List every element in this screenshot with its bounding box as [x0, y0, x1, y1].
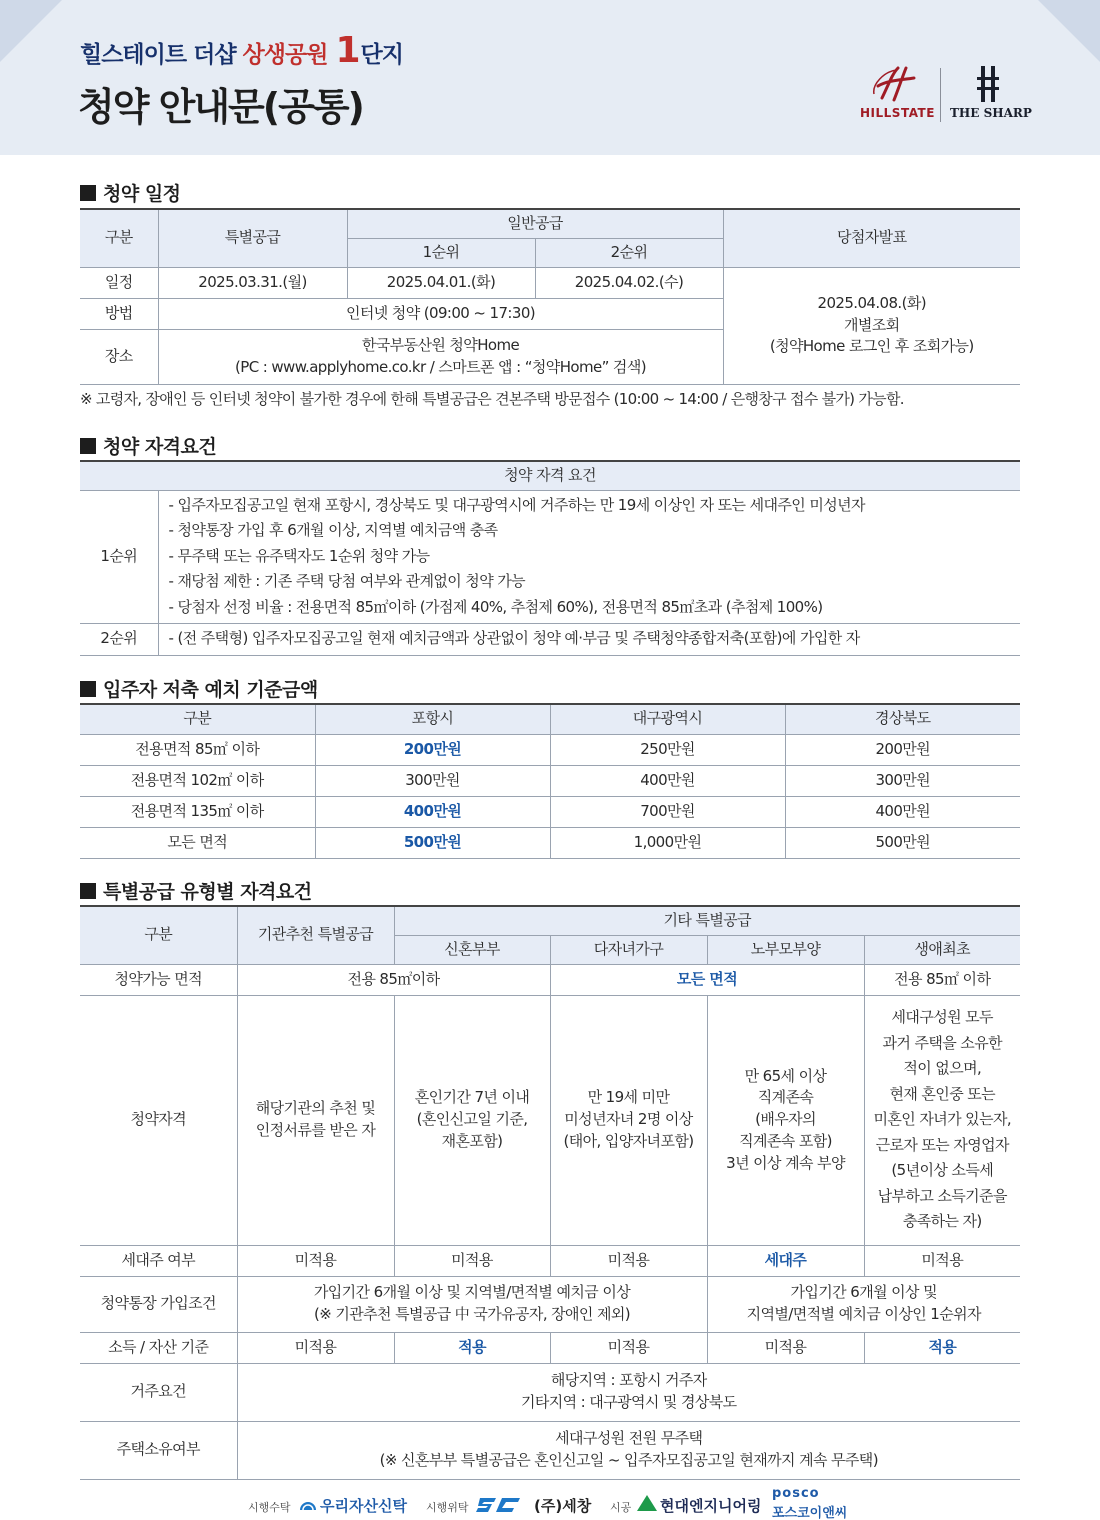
special-supply-table: 구분 기관추천 특별공급 기타 특별공급 신혼부부 다자녀가구 노부모부양 생애최초 청약가능 면적 전용 85㎡이하 모든 면적 전용 85㎡ 이하 청약자격 해당기관의 추천 및 인정서류를 받은 자 혼인기간 7년 이내 (혼인신고일 기준, 재혼포함) 만 19세 미만 미성년자녀 2명 이상 (태아, 입양자녀포함) 만 65세 이상 직계존속 (배우자의 직계존속 포함) 3년 이상 계속 부양 세대구성원 모두 과거 주택을 소유한 적이 없으며, 현재 혼인중 또는 미혼인 자녀가 있는자, 근로자 또는 자영업자 (5년이상 소득세 납부하고 소득기준을 충족하는 자) 세대주 여부 미적용 미적용 미적용 세대주 미적용 청약통장 가입조건 가입기간 6개월 이상 및 지역별/면적별 예치금 이상 (※ 기관추천 특별공급 中 국가유공자, 장애인 제외) 가입기간 6개월 이상 및 지역별/면적별 예치금 이상인 1순위자 소득 / 자산 기준 미적용 적용 미적용 미적용 적용 거주요건 해당지역 : 포항시 거주자 기타지역 : 대구광역시 및 경상북도 주택소유여부 세대구성원 전원 무주택 (※ 신혼부부 특별공급은 혼인신고일 ~ 입주자모집공고일 현재까지 계속 무주택): [80, 905, 1020, 1480]
list-item: - 재당첨 제한 : 기존 주택 당첨 여부와 관계없이 청약 가능: [168, 572, 526, 591]
household-head-label: 세대주 여부: [80, 1245, 237, 1276]
table-row: 모든 면적 500만원 1,000만원 500만원: [80, 827, 1020, 858]
list-item: - 입주자모집공고일 현재 포항시, 경상북도 및 대구광역시에 거주하는 만 19세 이상인 자 또는 세대주인 미성년자: [168, 495, 865, 514]
date-special: 2025.03.31.(월): [158, 267, 347, 298]
square-bullet-icon: [80, 681, 96, 697]
logo-divider: [940, 68, 941, 122]
list-item: - 당첨자 선정 비율 : 전용면적 85㎡이하 (가점제 40%, 추첨제 60%), 전용면적 85㎡초과 (추첨제 100%): [168, 597, 823, 616]
table-row: 전용면적 102㎡ 이하 300만원 400만원 300만원: [80, 765, 1020, 796]
th-gyeongbuk: 경상북도: [785, 704, 1020, 734]
corner-decoration: [0, 0, 62, 62]
thesharp-logo: THE SHARP: [950, 64, 1026, 120]
account-condition-b: 가입기간 6개월 이상 및 지역별/면적별 예치금 이상인 1순위자: [707, 1276, 1020, 1332]
posco-company: 포스코이앤씨: [772, 1506, 848, 1520]
th-division: 구분: [80, 209, 158, 267]
th-other-special: 기타 특별공급: [394, 906, 1020, 935]
qualification-multichild: 만 19세 미만 미성년자녀 2명 이상 (태아, 입양자녀포함): [550, 995, 707, 1245]
corner-decoration: [1038, 0, 1100, 62]
list-item: - 무주택 또는 유주택자도 1순위 청약 가능: [168, 546, 430, 565]
th-general: 일반공급: [347, 209, 723, 238]
row-label-place: 장소: [80, 329, 158, 384]
th-division: 구분: [80, 906, 237, 964]
trustee-company: 우리자산신탁: [320, 1497, 407, 1515]
rank1-label: 1순위: [80, 490, 158, 623]
qualification-institution: 해당기관의 추천 및 인정서류를 받은 자: [237, 995, 394, 1245]
list-item: - 청약통장 가입 후 6개월 이상, 지역별 예치금액 충족: [168, 521, 498, 540]
home-ownership-label: 주택소유여부: [80, 1421, 237, 1479]
method-value: 인터넷 청약 (09:00 ~ 17:30): [158, 298, 723, 329]
hillstate-logo: HILLSTATE: [860, 64, 930, 120]
th-daegu: 대구광역시: [550, 704, 785, 734]
area-value-b: 모든 면적: [550, 964, 864, 995]
date-rank2: 2025.04.02.(수): [535, 267, 723, 298]
qualification-label: 청약자격: [80, 995, 237, 1245]
qualification-elder: 만 65세 이상 직계존속 (배우자의 직계존속 포함) 3년 이상 계속 부양: [707, 995, 864, 1245]
qualification-newlywed: 혼인기간 7년 이내 (혼인신고일 기준, 재혼포함): [394, 995, 550, 1245]
page-title: 청약 안내문(공통): [78, 85, 363, 129]
place-value: 한국부동산원 청약Home (PC : www.applyhome.co.kr / 스마트폰 앱 : “청약Home” 검색): [158, 329, 723, 384]
deposit-table: [80, 703, 1020, 859]
rank1-requirements: [158, 490, 1020, 623]
builder-company: 현대엔지니어링: [660, 1497, 762, 1515]
income-asset-label: 소득 / 자산 기준: [80, 1332, 237, 1363]
developer-company: (주)세창: [534, 1497, 592, 1515]
special-section-title: 특별공급 유형별 자격요건: [80, 877, 312, 904]
hillstate-emblem-icon: [868, 64, 922, 104]
woori-logo-icon: [299, 1498, 317, 1512]
hyundai-eng-logo-icon: [636, 1494, 658, 1512]
residence-label: 거주요건: [80, 1363, 237, 1421]
th-newlywed: 신혼부부: [394, 935, 550, 964]
th-rank1: 1순위: [347, 238, 535, 267]
area-value-a: 전용 85㎡이하: [237, 964, 550, 995]
row-label-method: 방법: [80, 298, 158, 329]
th-special: 특별공급: [158, 209, 347, 267]
row-label-date: 일정: [80, 267, 158, 298]
eligibility-table: [80, 460, 1020, 656]
account-condition-a: 가입기간 6개월 이상 및 지역별/면적별 예치금 이상 (※ 기관추천 특별공급 中 국가유공자, 장애인 제외): [237, 1276, 707, 1332]
th-institution: 기관추천 특별공급: [237, 906, 394, 964]
area-value-c: 전용 85㎡ 이하: [864, 964, 1020, 995]
square-bullet-icon: [80, 438, 96, 454]
table-row: 전용면적 135㎡ 이하 400만원 700만원 400만원: [80, 796, 1020, 827]
date-rank1: 2025.04.01.(화): [347, 267, 535, 298]
th-multichild: 다자녀가구: [550, 935, 707, 964]
square-bullet-icon: [80, 883, 96, 899]
account-label: 청약통장 가입조건: [80, 1276, 237, 1332]
rank2-requirements: - (전 주택형) 입주자모집공고일 현재 예치금액과 상관없이 청약 예·부금 및 주택청약종합저축(포함)에 가입한 자: [158, 623, 1020, 655]
rank2-label: 2순위: [80, 623, 158, 655]
residence-value: 해당지역 : 포항시 거주자 기타지역 : 대구광역시 및 경상북도: [237, 1363, 1020, 1421]
th-winner: 당첨자발표: [723, 209, 1020, 267]
th-elder-support: 노부모부양: [707, 935, 864, 964]
sechang-logo-icon: [476, 1494, 528, 1514]
schedule-note: ※ 고령자, 장애인 등 인터넷 청약이 불가한 경우에 한해 특별공급은 견본주택 방문접수 (10:00 ~ 14:00 / 은행창구 접수 불가) 가능함.: [80, 390, 904, 408]
th-division: 구분: [80, 704, 315, 734]
area-label: 청약가능 면적: [80, 964, 237, 995]
home-ownership-value: 세대구성원 전원 무주택 (※ 신혼부부 특별공급은 혼인신고일 ~ 입주자모집공고일 현재까지 계속 무주택): [237, 1421, 1020, 1479]
deposit-section-title: 입주자 저축 예치 기준금액: [80, 675, 318, 702]
th-pohang: 포항시: [315, 704, 550, 734]
table-row: 전용면적 85㎡ 이하 200만원 250만원 200만원: [80, 734, 1020, 765]
sharp-emblem-icon: [970, 64, 1006, 104]
page-header: [0, 0, 1100, 155]
square-bullet-icon: [80, 185, 96, 201]
posco-wordmark: posco: [772, 1486, 820, 1501]
complex-name: 힐스테이트 더샵 상생공원 1단지: [80, 30, 403, 71]
th-eligibility: 청약 자격 요건: [80, 461, 1020, 490]
schedule-section-title: 청약 일정: [80, 179, 181, 206]
winner-announcement: 2025.04.08.(화) 개별조회 (청약Home 로그인 후 조회가능): [723, 267, 1020, 384]
schedule-table: [80, 208, 1020, 385]
th-rank2: 2순위: [535, 238, 723, 267]
qualification-first-home: 세대구성원 모두 과거 주택을 소유한 적이 없으며, 현재 혼인중 또는 미혼인 자녀가 있는자, 근로자 또는 자영업자 (5년이상 소득세 납부하고 소득기준을 충족하는 자): [864, 995, 1020, 1245]
th-first-home: 생애최초: [864, 935, 1020, 964]
eligibility-section-title: 청약 자격요건: [80, 432, 216, 459]
footer-companies: 시행수탁 우리자산신탁 시행위탁 (주)세창 시공 현대엔지니어링 posco 포스코이앤씨: [248, 1486, 848, 1520]
